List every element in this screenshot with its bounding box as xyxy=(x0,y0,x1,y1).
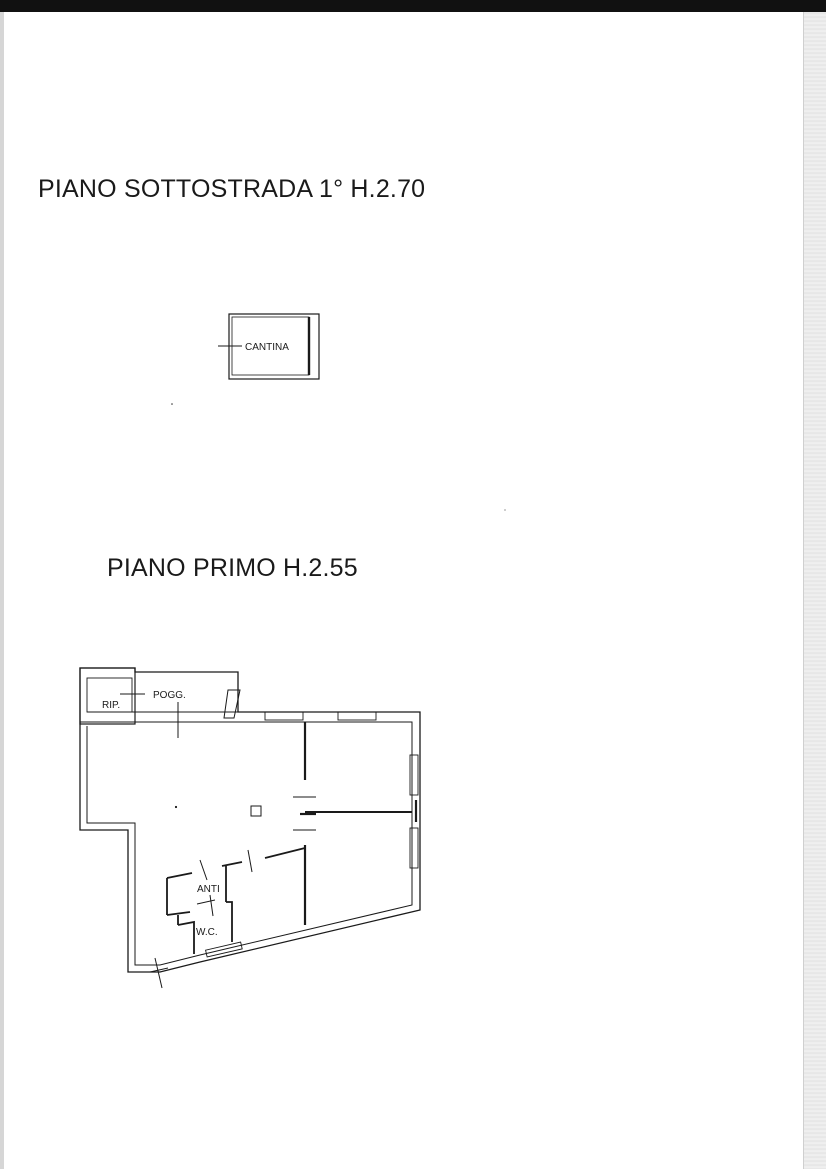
basement-floor-heading: PIANO SOTTOSTRADA 1° H.2.70 xyxy=(38,175,426,203)
window-right-1 xyxy=(410,755,418,795)
rip-room-outline xyxy=(80,668,135,724)
wc-room-walls xyxy=(178,915,194,954)
window-top-2 xyxy=(338,712,376,720)
pogg-label: POGG. xyxy=(153,690,186,701)
exterior-wall-outer xyxy=(80,668,420,972)
first-floor-heading: PIANO PRIMO H.2.55 xyxy=(107,554,358,582)
exterior-wall-inner xyxy=(87,722,412,965)
anti-right-wall xyxy=(222,862,242,942)
rip-label: RIP. xyxy=(102,700,121,711)
anti-room-walls xyxy=(167,873,192,915)
column xyxy=(251,806,261,816)
window-top-1 xyxy=(265,712,303,720)
wc-label: W.C. xyxy=(196,927,218,938)
window-right-2 xyxy=(410,828,418,868)
entrance-door xyxy=(155,958,162,988)
anti-label: ANTI xyxy=(197,884,220,895)
cantina-label: CANTINA xyxy=(245,342,289,353)
